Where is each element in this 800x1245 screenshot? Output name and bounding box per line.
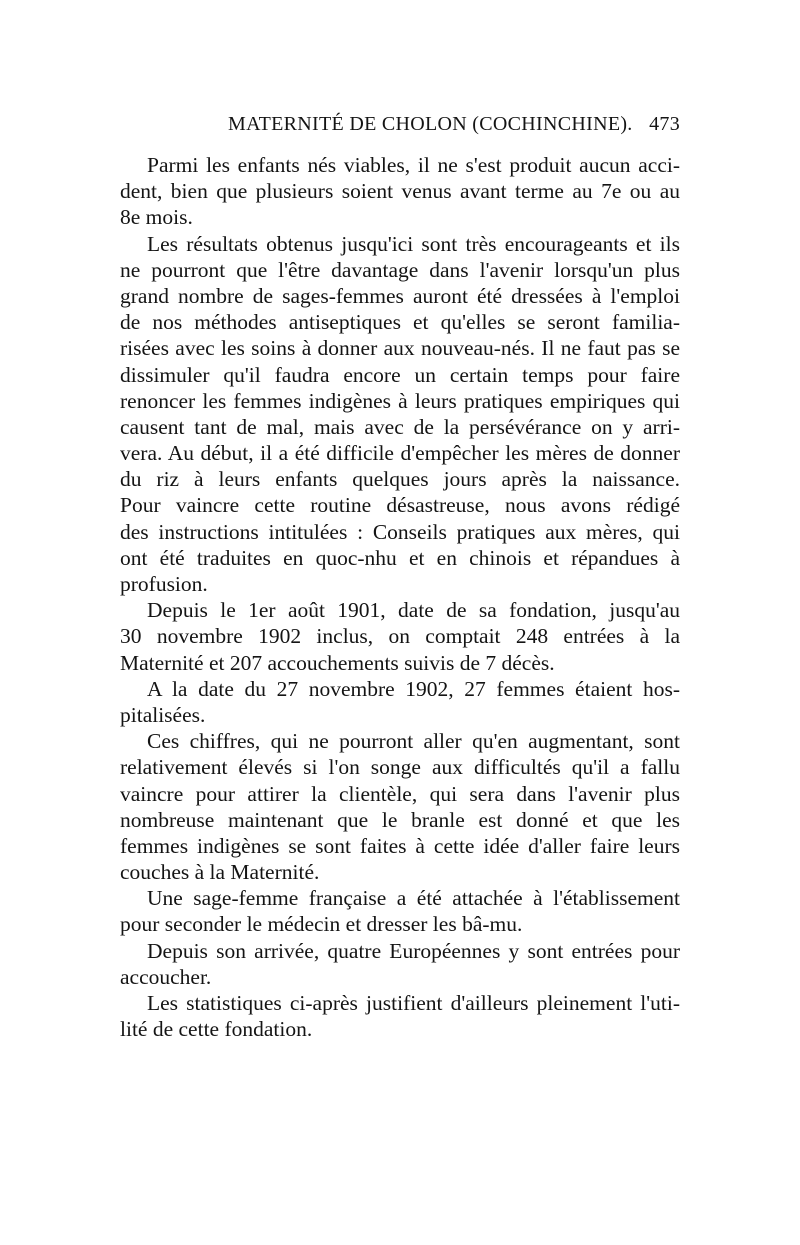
text-line: nombreuse maintenant que le branle est donné et que les [120, 807, 680, 832]
text-line: ne pourront que l'être davantage dans l'avenir lorsqu'un plus [120, 257, 680, 282]
text-line: Depuis le 1er août 1901, date de sa fondation, jusqu'au [147, 598, 680, 623]
text-line: du riz à leurs enfants quelques jours après la naissance. [120, 467, 680, 492]
text-line: vaincre pour attirer la clientèle, qui sera dans l'avenir plus [120, 781, 680, 806]
text-line: vera. Au début, il a été difficile d'empêcher les mères de donner [120, 441, 680, 466]
text-line: de nos méthodes antiseptiques et qu'elles se seront familia- [120, 310, 680, 335]
text-line: profusion. [120, 572, 208, 596]
text-line: dent, bien que plusieurs soient venus avant terme au 7e ou au [120, 179, 680, 204]
text-line: Pour vaincre cette routine désastreuse, nous avons rédigé [120, 493, 680, 518]
text-line: Les résultats obtenus jusqu'ici sont très encourageants et ils [147, 231, 680, 256]
page-number: 473 [649, 113, 680, 135]
text-line: des instructions intitulées : Conseils pratiques aux mères, qui [120, 519, 680, 544]
running-header [120, 113, 680, 143]
text-line: dissimuler qu'il faudra encore un certain temps pour faire [120, 362, 680, 387]
text-line: renoncer les femmes indigènes à leurs pratiques empiriques qui [120, 388, 680, 413]
text-line: lité de cette fondation. [120, 1017, 313, 1042]
text-line: 30 novembre 1902 inclus, on comptait 248 entrées à la [120, 624, 680, 649]
text-line: A la date du 27 novembre 1902, 27 femmes étaient hos- [147, 676, 680, 701]
text-line: accoucher. [120, 964, 212, 989]
text-line: causent tant de mal, mais avec de la persévérance on y arri- [120, 414, 680, 439]
text-line: grand nombre de sages-femmes auront été dressées à l'emploi [120, 283, 680, 308]
page-title: MATERNITÉ DE CHOLON (COCHINCHINE). [228, 113, 633, 135]
text-line: 8e mois. [120, 205, 193, 230]
text-line: risées avec les soins à donner aux nouveau-nés. Il ne faut pas se [120, 336, 680, 361]
text-line: Ces chiffres, qui ne pourront aller qu'en augmentant, sont [147, 729, 680, 754]
text-line: Depuis son arrivée, quatre Européennes y sont entrées pour [147, 938, 680, 963]
body-text [120, 152, 680, 1042]
text-line: relativement élevés si l'on songe aux difficultés qu'il a fallu [120, 755, 680, 780]
text-line: pour seconder le médecin et dresser les bâ-mu. [120, 912, 523, 937]
text-line: couches à la Maternité. [120, 860, 320, 885]
text-line: Maternité et 207 accouchements suivis de 7 décès. [120, 650, 555, 675]
text-line: Les statistiques ci-après justifient d'ailleurs pleinement l'uti- [147, 991, 680, 1015]
text-line: Une sage-femme française a été attachée à l'établissement [147, 886, 680, 911]
text-line: ont été traduites en quoc-nhu et en chinois et répandues à [120, 545, 680, 570]
text-line: femmes indigènes se sont faites à cette idée d'aller faire leurs [120, 833, 680, 858]
text-line: pitalisées. [120, 702, 206, 727]
text-line: Parmi les enfants nés viables, il ne s'est produit aucun acci- [147, 153, 680, 177]
